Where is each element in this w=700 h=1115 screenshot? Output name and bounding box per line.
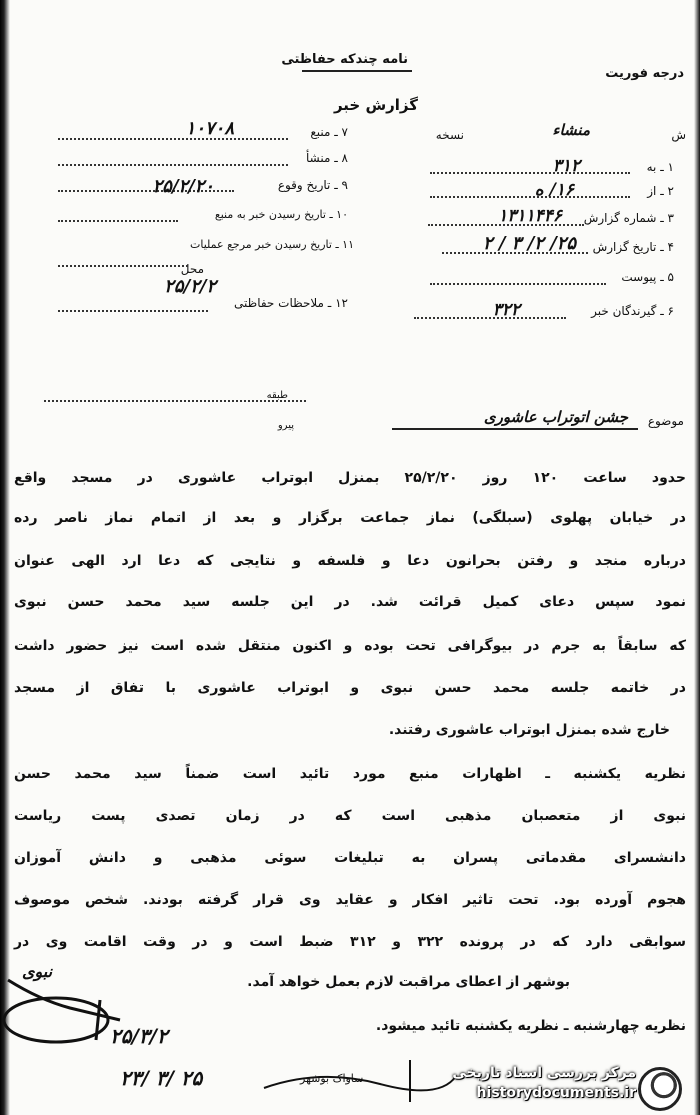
signature-date-2: ۲۳/ ۳/ ۲۵ <box>120 1066 203 1090</box>
body-line-3: درباره منجد و رفتن بحرانون دعا و فلسفه و نتایجی که دعا ارد الهی عنوان <box>14 553 686 569</box>
peyro-label: پیرو <box>277 420 294 431</box>
field-report-number-label: ۳ ـ شماره گزارش <box>583 211 674 225</box>
body-line-6: در خاتمه جلسه محمد حسن نبوی و ابوتراب عاشوری با تفاق از مسجد <box>14 680 686 696</box>
watermark-title: مرکز بررسی اسناد تاریخی <box>452 1065 636 1081</box>
field-source-dots <box>58 138 288 140</box>
field-security-notes-dots <box>58 310 208 312</box>
field-place-value: ۲۵/۲/۲ <box>164 276 216 297</box>
subject-underline <box>392 428 638 430</box>
priority-label: درجه فوریت <box>605 66 684 81</box>
field-received-ops-label: ۱۱ ـ تاریخ رسیدن خبر مرجع عملیات <box>189 238 354 251</box>
field-security-notes-label: ۱۲ ـ ملاحظات حفاظتی <box>234 296 348 310</box>
tabaghe-label: طبقه <box>266 390 288 401</box>
body-line-2: در خیابان پهلوی (سبلگی) نماز جماعت برگزار و بعد از اتمام نماز ناصر رده <box>14 510 686 526</box>
body-line-10: دانشسرای مقدماتی پسران به تبلیغات سوئی مذهبی و دانش آموزان <box>14 850 686 866</box>
field-to-value: ۳۱۲ <box>552 156 580 176</box>
subject-label: موضوع <box>647 414 684 428</box>
scan-edge-left <box>0 0 10 1115</box>
field-from-value: ۱۶/ ه <box>534 180 574 200</box>
field-attachment-label: ۵ ـ پیوست <box>621 270 674 284</box>
field-header-copies: نسخه <box>435 128 464 142</box>
archive-logo-icon <box>638 1067 682 1111</box>
office-underline <box>302 70 412 72</box>
field-report-date-label: ۴ ـ تاریخ گزارش <box>592 240 674 254</box>
stamp-text: ساواک بوشهر <box>300 1072 364 1085</box>
signature-date-1: ۲۵/۳/۲ <box>110 1024 168 1048</box>
field-report-number-value: ۱۳۱۱۴۴۶ <box>498 206 562 226</box>
field-to-dots <box>430 172 630 174</box>
field-header-handwriting: منشاء <box>552 121 590 139</box>
field-report-date-value: ۲۵/ ۲/ ۳ / ۲ <box>482 233 576 254</box>
field-occurrence-date-label: ۹ ـ تاریخ وقوع <box>277 178 348 192</box>
field-place-dots <box>58 265 188 267</box>
signature-scribble <box>0 960 130 1080</box>
watermark-url[interactable]: historydocuments.ir <box>476 1085 636 1101</box>
body-line-12: سوابقی دارد که در پرونده ۳۲۲ و ۳۱۲ ضبط است و در وقت اقامت وی در <box>14 934 686 950</box>
margin-note: نبوی <box>22 962 53 981</box>
field-recipients-value: ۳۲۲ <box>492 300 520 320</box>
scan-edge-right <box>694 0 700 1115</box>
field-from-label: ۲ ـ از <box>647 184 674 198</box>
report-title: گزارش خبر <box>333 96 418 114</box>
field-header-prefix: ش <box>671 128 686 142</box>
field-source-label: ۷ ـ منبع <box>310 125 348 139</box>
watermark <box>442 1065 682 1109</box>
body-line-4: نمود سپس دعای کمیل قرائت شد. در این جلسه سید محمد حسن نبوی <box>14 594 686 610</box>
body-line-13: بوشهر از اعطای مراقبت لازم بعمل خواهد آمد. <box>247 974 570 990</box>
body-line-9: نبوی از متعصبان مذهبی است که در زمان تصدی پست ریاست <box>14 808 686 824</box>
field-origin-label: ۸ ـ منشأ <box>305 151 348 165</box>
field-from-dots <box>430 196 630 198</box>
body-line-11: هجوم آورده بود. تحت تاثیر افکار و عقاید وی قرار گرفته بودند. شخص موصوف <box>14 892 686 908</box>
field-place-label: محل <box>180 262 204 276</box>
field-recipients-dots <box>414 317 566 319</box>
body-line-1: حدود ساعت ۱۲۰ روز ۲۵/۲/۲۰ بمنزل ابوتراب عاشوری در مسجد واقع <box>14 470 686 486</box>
office-label: نامه چندکه حفاظتی <box>281 52 408 67</box>
body-line-7: خارج شده بمنزل ابوتراب عاشوری رفتند. <box>388 722 670 738</box>
field-source-value: ۱۰۷۰۸ <box>185 118 234 139</box>
field-to-label: ۱ ـ به <box>646 160 674 174</box>
body-line-14: نظریه چهارشنبه ـ نظریه یکشنبه تائید میشود. <box>375 1018 686 1034</box>
subject-value: جشن اتوتراب عاشوری <box>483 408 628 426</box>
field-received-source-dots <box>58 220 178 222</box>
body-line-5: که سابقاً به جرم در بیوگرافی تحت بوده و اکنون منتقل شده است نیز حضور داشت <box>14 638 686 654</box>
body-line-8: نظریه یکشنبه ـ اظهارات منبع مورد تائید است ضمناً سید محمد حسن <box>14 766 686 782</box>
field-origin-dots <box>58 164 288 166</box>
field-recipients-label: ۶ ـ گیرندگان خبر <box>591 304 674 318</box>
field-occurrence-date-value: ۲۵/۲/۲۰ <box>152 176 214 197</box>
field-attachment-dots <box>430 283 606 285</box>
field-received-source-label: ۱۰ ـ تاریخ رسیدن خبر به منبع <box>214 208 348 221</box>
